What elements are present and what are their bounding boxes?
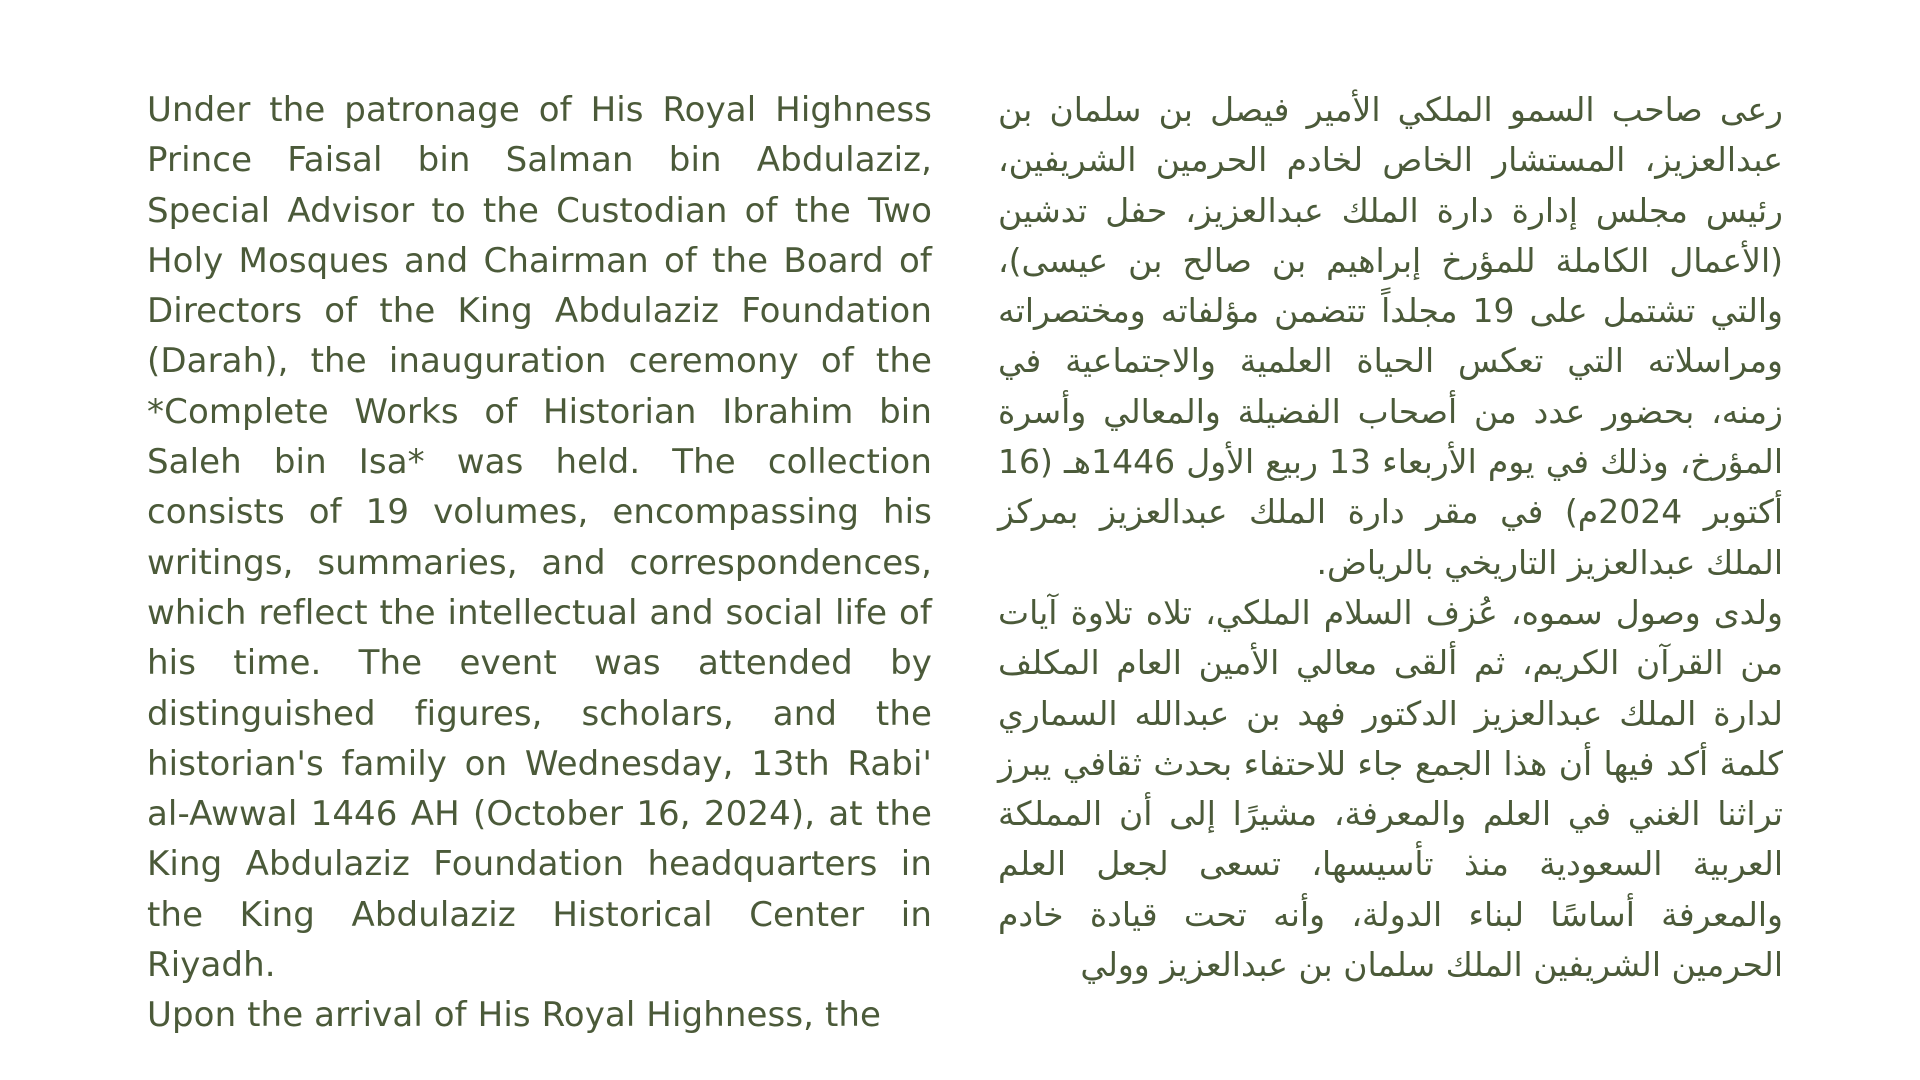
arabic-paragraph: رعى صاحب السمو الملكي الأمير فيصل بن سلمان بن عبدالعزيز، المستشار الخاص لخادم الحرمين الشريفين، رئيس مجلس إدارة دارة الملك عبدالعزيز، حفل تدشين (الأعمال الكاملة للمؤرخ إبراهيم بن صالح بن عيسى)، والتي تشتمل على 19 مجلداً تتضمن مؤلفاته ومختصراته ومراسلاته التي تعكس الحياة العلمية والاجتماعية في زمنه، بحضور عدد من أصحاب الفضيلة والمعالي وأسرة المؤرخ، وذلك في يوم الأربعاء 13 ربيع الأول 1446هـ (16 أكتوبر 2024م) في مقر دارة الملك عبدالعزيز بمركز الملك عبدالعزيز التاريخي بالرياض. xyxy=(998,90,1784,582)
english-column xyxy=(147,85,932,1041)
english-paragraph: Under the patronage of His Royal Highness Prince Faisal bin Salman bin Abdulaziz, Special Advisor to the Custodian of the Two Holy Mosques and Chairman of the Board of Directors of the King Abdulaziz Foundation (Darah), the inauguration ceremony of the *Complete Works of Historian Ibrahim bin Saleh bin Isa* was held. The collection consists of 19 volumes, encompassing his writings, summaries, and correspondences, which reflect the intellectual and social life of his time. The event was attended by distinguished figures, scholars, and the historian's family on Wednesday, 13th Rabi' al-Awwal 1446 AH (October 16, 2024), at the King Abdulaziz Foundation headquarters in the King Abdulaziz Historical Center in Riyadh. xyxy=(147,90,932,986)
arabic-paragraph: ولدى وصول سموه، عُزف السلام الملكي، تلاه تلاوة آيات من القرآن الكريم، ثم ألقى معالي الأمين العام المكلف لدارة الملك عبدالعزيز الدكتور فهد بن عبدالله السماري كلمة أكد فيها أن هذا الجمع جاء للاحتفاء بحدث ثقافي يبرز تراثنا الغني في العلم والمعرفة، مشيرًا إلى أن المملكة العربية السعودية منذ تأسيسها، تسعى لجعل العلم والمعرفة أساسًا لبناء الدولة، وأنه تحت قيادة خادم الحرمين الشريفين الملك سلمان بن عبدالعزيز وولي xyxy=(998,592,1783,985)
arabic-column xyxy=(998,85,1783,990)
english-paragraph: Upon the arrival of His Royal Highness, the xyxy=(147,995,882,1036)
